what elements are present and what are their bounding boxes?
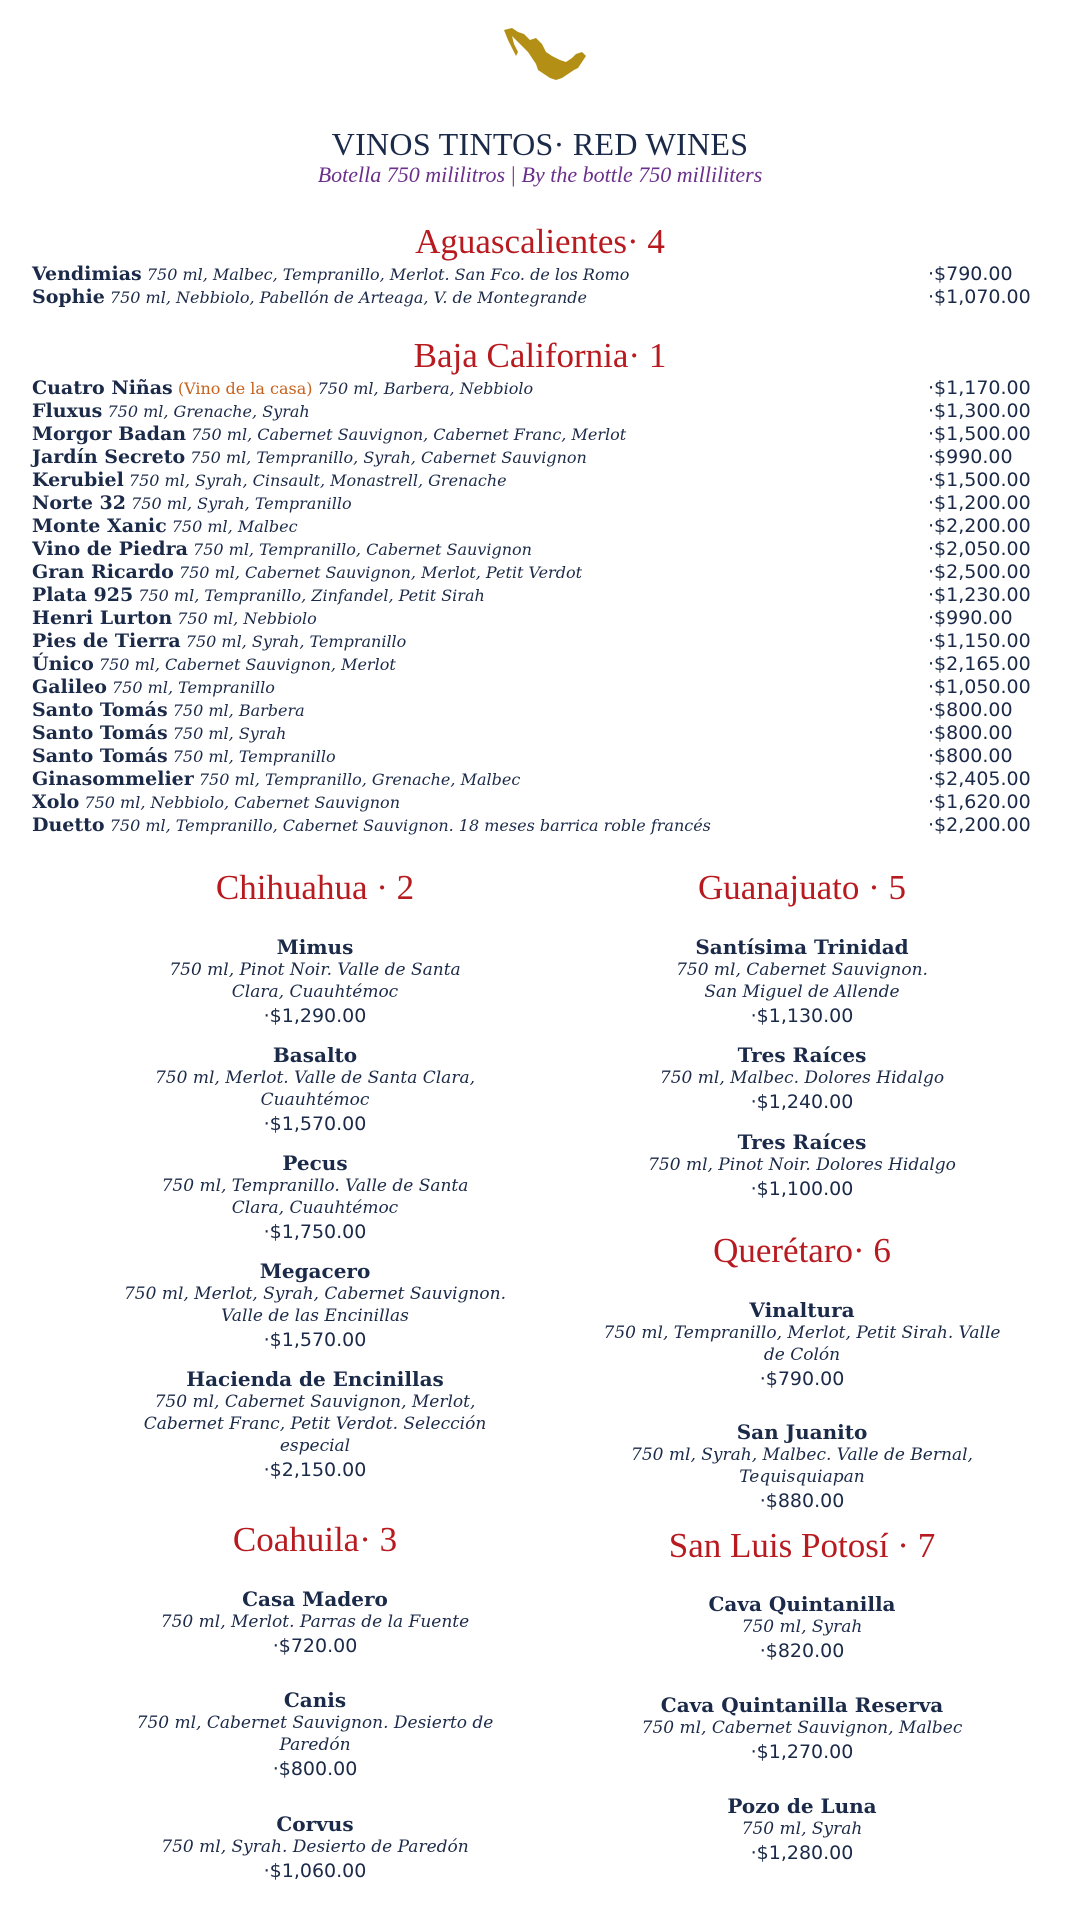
aguascalientes-wine-list [32,263,1042,309]
wine-name: Tres Raíces [737,1043,867,1067]
wine-description: 750 ml, Malbec [171,517,298,536]
wine-row [32,377,1042,400]
region-heading-chihuahua: Chihuahua · 2 [215,868,415,907]
wine-description: 750 ml, Nebbiolo [177,609,317,628]
wine-name: Fluxus [32,400,103,422]
subtitle-spanish: Botella 750 mililitros [317,162,506,187]
wine-price: ·$990.00 [928,446,1013,468]
wine-row [32,607,1042,630]
wine-description: 750 ml, Tempranillo, Cabernet Sauvignon [193,540,532,559]
wine-name: Cuatro Niñas [32,377,173,399]
wine-name: Megacero [259,1259,371,1283]
wine-description: 750 ml, Nebbiolo, Cabernet Sauvignon [84,793,400,812]
wine-price: ·$1,300.00 [928,400,1031,422]
wine-name: Santísima Trinidad [695,935,909,959]
wine-card [592,1043,1012,1115]
wine-card [592,1130,1012,1202]
wine-description: 750 ml, Tempranillo [112,678,275,697]
wine-name: Monte Xanic [32,515,167,537]
wine-price: ·$1,500.00 [928,469,1031,491]
wine-price: ·$1,100.00 [750,1178,854,1200]
wine-description: 750 ml, Cabernet Sauvignon. San Miguel de Allende [676,960,928,1002]
wine-name: San Juanito [736,1420,868,1444]
wine-description: 750 ml, Barbera [172,701,305,720]
wine-description: 750 ml, Syrah [741,1617,863,1637]
wine-price: ·$790.00 [759,1368,845,1390]
wine-description: 750 ml, Syrah, Tempranillo [185,632,407,651]
wine-name: Cava Quintanilla Reserva [660,1693,944,1717]
wine-description: 750 ml, Cabernet Sauvignon, Merlot, Petit Verdot [178,563,583,582]
wine-price: ·$1,570.00 [263,1113,367,1135]
wine-description: 750 ml, Merlot. Valle de Santa Clara, Cuauhtémoc [154,1068,475,1110]
wine-price: ·$1,130.00 [750,1005,854,1027]
wine-price: ·$2,200.00 [928,515,1031,537]
wine-price: ·$2,200.00 [928,814,1031,836]
wine-description: 750 ml, Merlot, Syrah, Cabernet Sauvignon. Valle de las Encinillas [123,1284,507,1326]
wine-name: Santo Tomás [32,745,168,767]
wine-price: ·$990.00 [928,607,1013,629]
wine-name: Ginasommelier [32,768,194,790]
wine-description: 750 ml, Tempranillo, Cabernet Sauvignon. 18 meses barrica roble francés [109,816,711,835]
wine-description: 750 ml, Syrah. Desierto de Paredón [161,1837,469,1857]
wine-description: 750 ml, Malbec. Dolores Hidalgo [659,1068,945,1088]
wine-price: ·$2,165.00 [928,653,1031,675]
wine-description: 750 ml, Malbec, Tempranillo, Merlot. San Fco. de los Romo [146,265,630,284]
region-heading-queretaro: Querétaro· 6 [713,1231,891,1270]
wine-card [105,1259,525,1353]
wine-price: ·$2,050.00 [928,538,1031,560]
wine-price: ·$1,280.00 [750,1842,854,1864]
wine-description: 750 ml, Syrah, Cinsault, Monastrell, Grenache [128,471,507,490]
wine-price: ·$1,150.00 [928,630,1031,652]
wine-row [32,492,1042,515]
region-heading-san-luis-potosi: San Luis Potosí · 7 [668,1526,936,1565]
wine-description: 750 ml, Syrah, Malbec. Valle de Bernal, Tequisquiapan [631,1445,973,1487]
wine-name: Vendimias [32,263,142,285]
wine-description: 750 ml, Tempranillo, Syrah, Cabernet Sauvignon [190,448,587,467]
wine-price: ·$820.00 [759,1640,845,1662]
page-title: VINOS TINTOS· RED WINES [331,126,749,162]
wine-price: ·$2,405.00 [928,768,1031,790]
wine-price: ·$1,290.00 [263,1005,367,1027]
wine-description: 750 ml, Syrah [172,724,287,743]
wine-card [592,1693,1012,1765]
wine-row [32,515,1042,538]
wine-price: ·$2,150.00 [263,1459,367,1481]
wine-row [32,538,1042,561]
region-heading-aguascalientes: Aguascalientes· 4 [415,222,665,261]
wine-description: 750 ml, Tempranillo [172,747,336,766]
wine-description: 750 ml, Grenache, Syrah [107,402,310,421]
wine-price: ·$2,500.00 [928,561,1031,583]
wine-card [105,1043,525,1137]
wine-price: ·$1,050.00 [928,676,1031,698]
wine-card [105,1367,525,1483]
wine-name: Vinaltura [749,1298,855,1322]
wine-row [32,263,1042,286]
wine-name: Corvus [276,1812,354,1836]
wine-row [32,584,1042,607]
wine-description: 750 ml, Nebbiolo, Pabellón de Arteaga, V. de Montegrande [109,288,587,307]
wine-card [592,1592,1012,1664]
wine-name: Pies de Tierra [32,630,181,652]
wine-price: ·$1,620.00 [928,791,1031,813]
wine-name: Santo Tomás [32,722,168,744]
wine-row [32,561,1042,584]
wine-row [32,676,1042,699]
wine-name: Henri Lurton [32,607,173,629]
wine-price: ·$800.00 [928,722,1013,744]
wine-description: 750 ml, Pinot Noir. Dolores Hidalgo [648,1155,956,1175]
wine-card [105,1812,525,1884]
wine-description: 750 ml, Barbera, Nebbiolo [317,379,534,398]
wine-row [32,469,1042,492]
subtitle-separator: | [511,162,516,187]
wine-description: 750 ml, Cabernet Sauvignon, Merlot [98,655,396,674]
wine-card [592,935,1012,1029]
wine-name: Basalto [272,1043,358,1067]
wine-name: Sophie [32,286,105,308]
wine-name: Norte 32 [32,492,126,514]
wine-description: 750 ml, Tempranillo, Zinfandel, Petit Sirah [138,586,485,605]
wine-name: Vino de Piedra [32,538,188,560]
wine-description: 750 ml, Pinot Noir. Valle de Santa Clara, Cuauhtémoc [169,960,461,1002]
wine-price: ·$720.00 [272,1635,358,1657]
wine-description: 750 ml, Syrah [741,1819,863,1839]
wine-row [32,768,1042,791]
wine-row [32,699,1042,722]
wine-name: Xolo [32,791,80,813]
wine-card [592,1420,1012,1514]
wine-description: 750 ml, Tempranillo, Merlot, Petit Sirah. Valle de Colón [603,1323,1001,1365]
wine-description: 750 ml, Merlot. Parras de la Fuente [160,1612,470,1632]
wine-card [592,1298,1012,1392]
wine-price: ·$800.00 [928,745,1013,767]
wine-row [32,400,1042,423]
wine-name: Santo Tomás [32,699,168,721]
region-heading-guanajuato: Guanajuato · 5 [698,868,906,907]
wine-name: Duetto [32,814,105,836]
region-heading-baja-california: Baja California· 1 [413,336,667,375]
wine-description: 750 ml, Tempranillo. Valle de Santa Clara, Cuauhtémoc [161,1176,469,1218]
wine-name: Canis [283,1688,347,1712]
wine-name: Tres Raíces [737,1130,867,1154]
wine-price: ·$1,230.00 [928,584,1031,606]
wine-description: 750 ml, Cabernet Sauvignon, Cabernet Franc, Merlot [191,425,627,444]
wine-name: Galileo [32,676,107,698]
wine-price: ·$1,200.00 [928,492,1031,514]
wine-name: Pozo de Luna [727,1794,877,1818]
wine-description: 750 ml, Cabernet Sauvignon. Desierto de Paredón [136,1713,494,1755]
wine-name: Gran Ricardo [32,561,174,583]
wine-price: ·$880.00 [759,1490,845,1512]
wine-card [592,1794,1012,1866]
wine-row [32,791,1042,814]
wine-price: ·$800.00 [272,1758,358,1780]
wine-name: Plata 925 [32,584,134,606]
wine-name: Hacienda de Encinillas [186,1367,444,1391]
wine-price: ·$1,070.00 [928,286,1031,308]
wine-row [32,446,1042,469]
wine-row [32,286,1042,309]
page-subtitle [0,160,1080,190]
wine-row [32,745,1042,768]
wine-card [105,1151,525,1245]
wine-name: Morgor Badan [32,423,187,445]
baja-california-wine-list [32,377,1042,837]
region-heading-coahuila: Coahuila· 3 [232,1520,398,1559]
wine-description: 750 ml, Tempranillo, Grenache, Malbec [198,770,521,789]
wine-name: Pecus [282,1151,348,1175]
wine-price: ·$1,060.00 [263,1860,367,1882]
wine-row [32,630,1042,653]
wine-price: ·$800.00 [928,699,1013,721]
wine-description: 750 ml, Syrah, Tempranillo [131,494,352,513]
wine-description: 750 ml, Cabernet Sauvignon, Malbec [641,1718,963,1738]
wine-name: Único [32,653,94,675]
wine-row [32,722,1042,745]
wine-row [32,814,1042,837]
wine-card [105,1587,525,1659]
wine-name: Mimus [276,935,354,959]
wine-card [105,935,525,1029]
wine-price: ·$1,170.00 [928,377,1031,399]
wine-price: ·$1,500.00 [928,423,1031,445]
wine-row [32,423,1042,446]
wine-price: ·$1,750.00 [263,1221,367,1243]
wine-name: Cava Quintanilla [708,1592,896,1616]
wine-price: ·$1,240.00 [750,1091,854,1113]
wine-price: ·$1,270.00 [750,1741,854,1763]
wine-price: ·$790.00 [928,263,1013,285]
wine-description: 750 ml, Cabernet Sauvignon, Merlot, Cabernet Franc, Petit Verdot. Selección especial [143,1392,487,1456]
wine-card [105,1688,525,1782]
wine-price: ·$1,570.00 [263,1329,367,1351]
subtitle-english: By the bottle 750 milliliters [521,162,763,187]
wine-name: Kerubiel [32,469,124,491]
wine-name: Casa Madero [242,1587,388,1611]
wine-name: Jardín Secreto [32,446,186,468]
house-wine-label: (Vino de la casa) [177,379,313,398]
mexico-map-icon [502,26,588,82]
wine-row [32,653,1042,676]
